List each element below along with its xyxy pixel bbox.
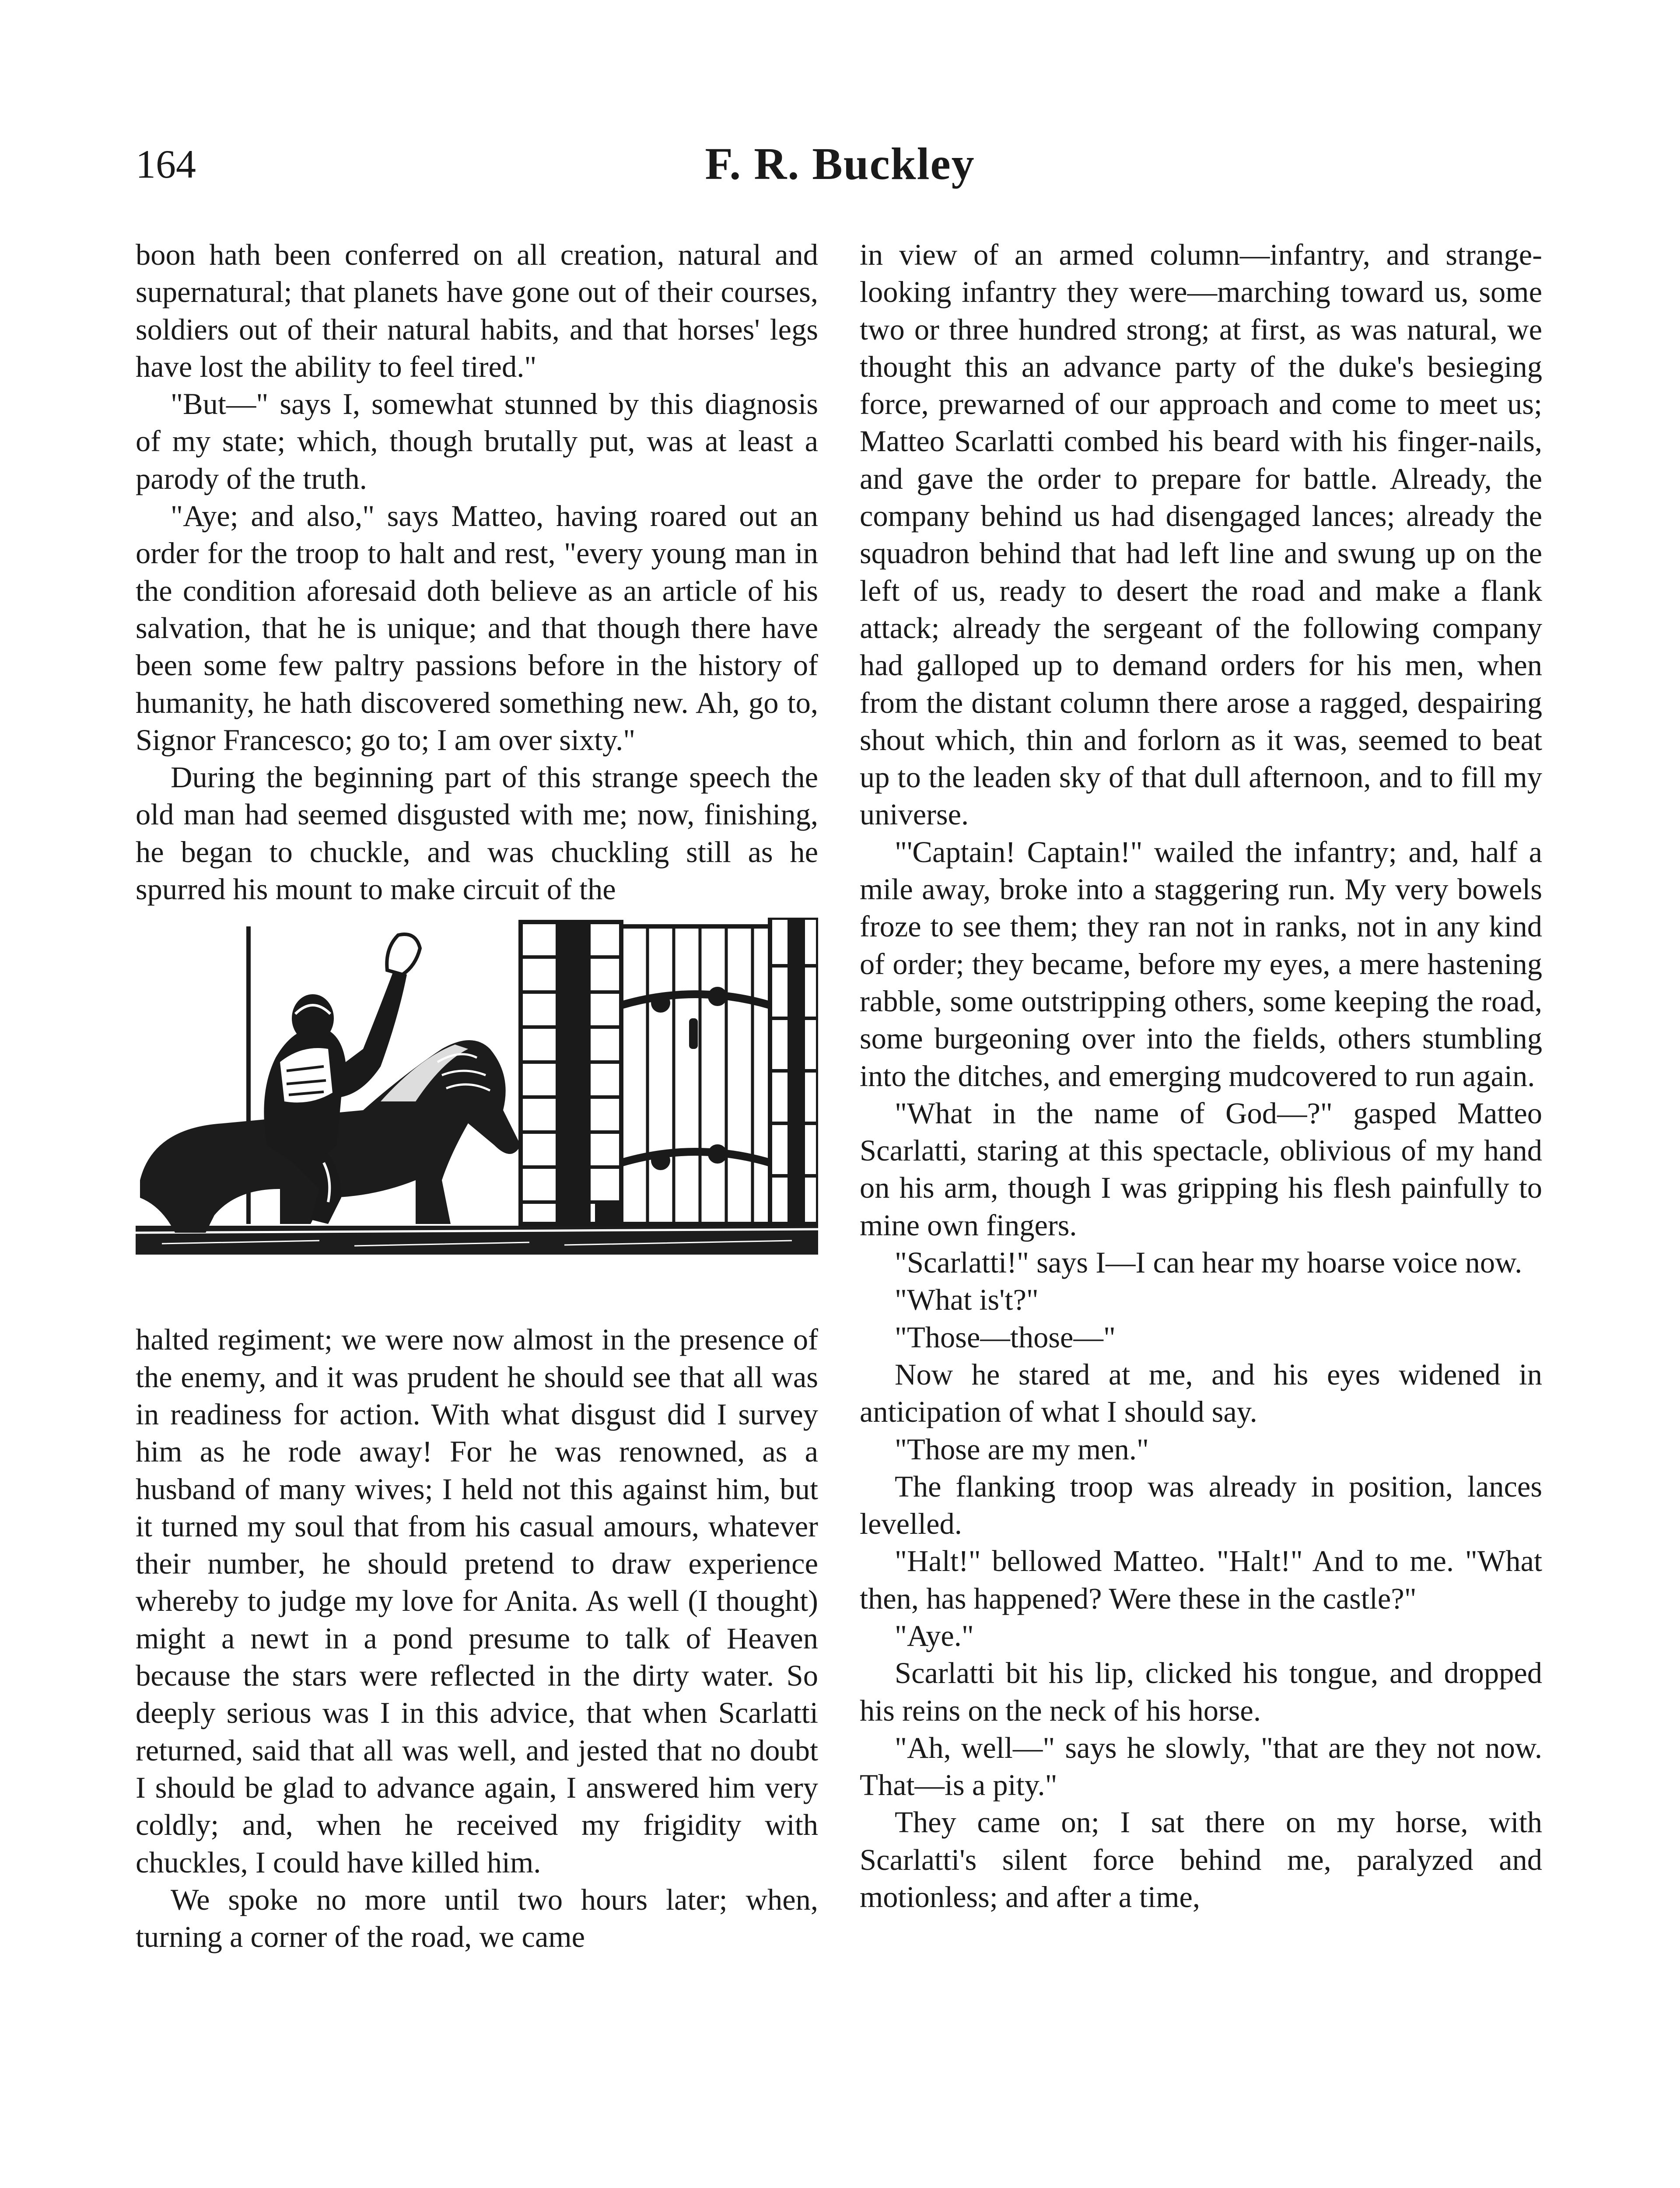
paragraph: halted regiment; we were now almost in the presence of the enemy, and it was prudent he should see that all was in readiness for action. With what disgust did I survey him as he rode away! For he was renowned, as a husband of many wives; I held not this against him, but it turned my soul that from his casual amours, whatever their number, he should pretend to draw experience whereby to judge my love for Anita. As well (I thought) might a newt in a pond presume to talk of Heaven because the stars were reflected in the dirty water. So deeply serious was I in this advice, that when Scarlatti returned, said that all was well, and jested that no doubt I should be glad to advance again, I answered him very coldly; and, when he received my frigidity with chuckles, I could have killed him. <box>136 1323 818 1879</box>
paragraph: "Those—those—" <box>895 1320 1116 1354</box>
paragraph: Now he stared at me, and his eyes widened in anticipation of what I should say. <box>860 1357 1542 1429</box>
paragraph: "Halt!" bellowed Matteo. "Halt!" And to me. "What then, has happened? Were these in the castle?" <box>860 1544 1542 1615</box>
paragraph: "'Captain! Captain!" wailed the infantry; and, half a mile away, broke into a staggering run. My very bowels froze to see them; they ran not in ranks, not in any kind of order; they became, before my eyes, a mere hastening rabble, some outstripping others, some keeping the road, some burgeoning over into the fields, others stumbling into the ditches, and emerging mudcovered to run again. <box>860 835 1542 1093</box>
illustration-horseman-at-gate <box>136 918 818 1255</box>
paragraph: "Those are my men." <box>895 1432 1149 1466</box>
paragraph: We spoke no more until two hours later; when, turning a corner of the road, we came <box>136 1883 818 1954</box>
paragraph: The flanking troop was already in position, lances levelled. <box>860 1469 1542 1541</box>
paragraph: "Scarlatti!" says I—I can hear my hoarse voice now. <box>895 1246 1522 1280</box>
paragraph: boon hath been conferred on all creation, natural and supernatural; that planets have gone out of their courses, soldiers out of their natural habits, and that horses' legs have lost the ability to feel tired." <box>136 238 818 383</box>
page-header <box>136 131 1544 197</box>
right-column <box>860 236 1542 1916</box>
paragraph: "Aye; and also," says Matteo, having roared out an order for the troop to halt and rest, "every young man in the condition aforesaid doth believe as an article of his salvation, that he is unique; and that though there have been some few paltry passions before in the history of humanity, he hath discovered something new. Ah, go to, Signor Francesco; go to; I am over sixty." <box>136 499 818 757</box>
paragraph: They came on; I sat there on my horse, with Scarlatti's silent force behind me, paralyzed and motionless; and after a time, <box>860 1806 1542 1914</box>
horseman-castle-gate-drawing <box>136 918 818 1255</box>
running-head-author: F. R. Buckley <box>705 139 975 189</box>
left-column <box>136 236 818 1956</box>
paragraph: "But—" says I, somewhat stunned by this diagnosis of my state; which, though brutally put, was at least a parody of the truth. <box>136 387 818 495</box>
paragraph: Scarlatti bit his lip, clicked his tongue, and dropped his reins on the neck of his horse. <box>860 1656 1542 1727</box>
paragraph: "What is't?" <box>895 1283 1039 1317</box>
page-number: 164 <box>136 142 196 186</box>
paragraph: in view of an armed column—infantry, and strange-looking infantry they were—marching toward us, some two or three hundred strong; at first, as was natural, we thought this an advance party of the duke's besieging force, prewarned of our approach and come to meet us; Matteo Scarlatti combed his beard with his finger-nails, and gave the order to prepare for battle. Already, the company behind us had disengaged lances; already the squadron behind that had left line and swung up on the left of us, ready to desert the road and make a flank attack; already the sergeant of the following company had galloped up to demand orders for his men, when from the distant column there arose a ragged, despairing shout which, thin and forlorn as it was, seemed to beat up to the leaden sky of that dull afternoon, and to fill my universe. <box>860 238 1542 831</box>
paragraph: "Ah, well—" says he slowly, "that are they not now. That—is a pity." <box>860 1731 1542 1802</box>
paragraph: During the beginning part of this strange speech the old man had seemed disgusted with me; now, finishing, he began to chuckle, and was chuckling still as he spurred his mount to make circuit of the <box>136 761 818 906</box>
paragraph: "Aye." <box>895 1619 974 1652</box>
paragraph: "What in the name of God—?" gasped Matteo Scarlatti, staring at this spectacle, oblivious of my hand on his arm, though I was gripping his flesh painfully to mine own fingers. <box>860 1096 1542 1242</box>
